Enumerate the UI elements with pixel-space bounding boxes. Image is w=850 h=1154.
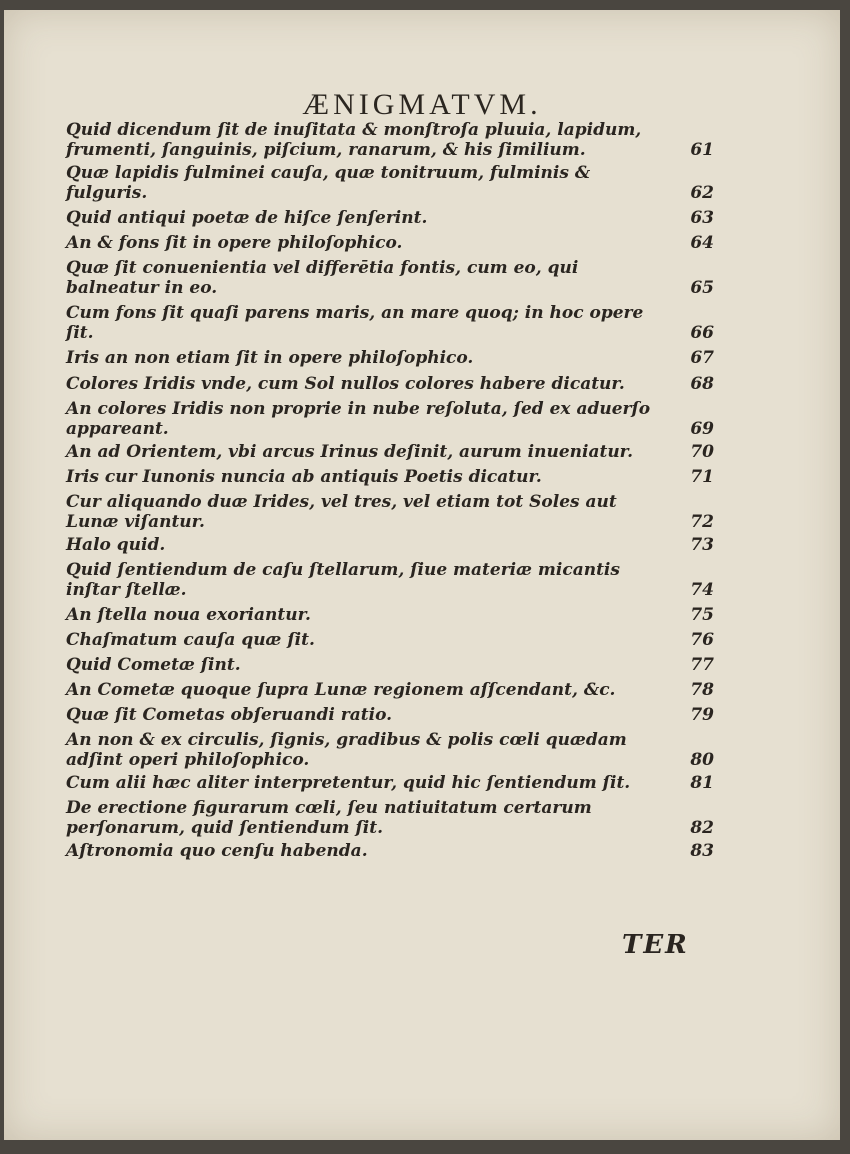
toc-entry-number: 61 (690, 140, 714, 161)
toc-entry-text: Quid Cometæ ſint. (66, 655, 241, 676)
toc-entry-number: 72 (690, 511, 714, 532)
toc-entry-text: Chaſmatum cauſa quæ ſit. (66, 630, 315, 651)
toc-entry (66, 492, 714, 532)
toc-entry-number: 79 (690, 705, 714, 726)
catchword: TER (622, 930, 689, 960)
toc-entry (66, 680, 714, 700)
toc-entry (66, 399, 714, 439)
toc-entry (66, 120, 714, 160)
toc-entry (66, 467, 714, 487)
toc-entry-text: An non & ex circulis, ſignis, gradibus & polis cœli quædam adſint operi philoſophico. (66, 730, 627, 771)
toc-entry-number: 71 (690, 466, 714, 487)
toc-entry (66, 730, 714, 770)
toc-entry (66, 535, 714, 555)
toc-entry (66, 705, 714, 725)
toc-entry-text: Colores Iridis vnde, cum Sol nullos colores habere dicatur. (66, 373, 625, 394)
toc-entry-number: 83 (690, 841, 714, 862)
toc-entry-number: 78 (690, 680, 714, 701)
toc-entry (66, 303, 714, 343)
running-header: ÆNIGMATVM. (302, 88, 542, 121)
toc-entry-number: 69 (690, 418, 714, 439)
toc-entry (66, 163, 714, 203)
toc-entry-number: 63 (690, 208, 714, 229)
toc-entry-text: Iris cur Iunonis nuncia ab antiquis Poetis dicatur. (66, 466, 542, 487)
toc-entry (66, 233, 714, 253)
toc-entry-text: Quæ lapidis fulminei cauſa, quæ tonitruum, fulminis & fulguris. (66, 163, 591, 204)
toc-entry (66, 258, 714, 298)
toc-entry (66, 655, 714, 675)
toc-entry-number: 68 (690, 373, 714, 394)
toc-entry-text: Halo quid. (66, 534, 166, 555)
toc-entry (66, 798, 714, 838)
toc-entry-number: 77 (690, 655, 714, 676)
book-page (4, 10, 840, 1140)
toc-entry-number: 76 (690, 630, 714, 651)
toc-entry-text: Cum alii hæc aliter interpretentur, quid hic ſentiendum ſit. (66, 773, 631, 794)
toc-entry-number: 70 (690, 441, 714, 462)
toc-entry-text: An Cometæ quoque ſupra Lunæ regionem aſſcendant, &c. (66, 680, 616, 701)
toc-entry-text: De erectione figurarum cœli, ſeu natiuitatum certarum perſonarum, quid ſentiendum ſit. (66, 798, 592, 839)
toc-entry-text: Quid dicendum ſit de inuſitata & monſtroſa pluuia, lapidum, frumenti, ſanguinis, piſcium, ranarum, & his ſimilium. (66, 120, 642, 161)
toc-entry-text: Quid ſentiendum de caſu ſtellarum, ſiue materiæ micantis inſtar ſtellæ. (66, 559, 620, 600)
toc-entry (66, 773, 714, 793)
toc-entry-number: 66 (690, 323, 714, 344)
toc-entry (66, 560, 714, 600)
toc-entry-text: Quæ ſit conuenientia vel differētia fontis, cum eo, qui balneatur in eo. (66, 258, 579, 299)
toc-entry-number: 80 (690, 750, 714, 771)
toc-entry-text: An colores Iridis non proprie in nube reſoluta, ſed ex aduerſo appareant. (66, 398, 651, 439)
toc-entry-number: 67 (690, 348, 714, 369)
toc-entry-number: 62 (690, 183, 714, 204)
toc-entry-text: An ſtella noua exoriantur. (66, 604, 311, 625)
toc-entry-text: Quæ ſit Cometas obſeruandi ratio. (66, 705, 393, 726)
toc-entry-number: 65 (690, 278, 714, 299)
toc-entry (66, 348, 714, 368)
toc-entry-text: An ad Orientem, vbi arcus Irinus deſinit, aurum inueniatur. (66, 441, 634, 462)
toc-entry-number: 82 (690, 818, 714, 839)
toc-entry (66, 605, 714, 625)
toc-entry-number: 75 (690, 604, 714, 625)
toc-entry-text: Cur aliquando duæ Irides, vel tres, vel etiam tot Soles aut Lunæ viſantur. (66, 491, 617, 532)
toc-entry-text: Iris an non etiam ſit in opere philoſophico. (66, 348, 474, 369)
toc-entry (66, 374, 714, 394)
toc-entry-number: 74 (690, 579, 714, 600)
toc-entry (66, 841, 714, 861)
toc-entry-text: An & fons ſit in opere philoſophico. (66, 233, 403, 254)
table-of-contents (66, 120, 714, 862)
toc-entry-number: 64 (690, 233, 714, 254)
toc-entry (66, 442, 714, 462)
toc-entry (66, 208, 714, 228)
toc-entry-text: Aſtronomia quo cenſu habenda. (66, 841, 368, 862)
toc-entry-text: Cum fons ſit quaſi parens maris, an mare quoq; in hoc opere ſit. (66, 303, 644, 344)
toc-entry-number: 73 (690, 534, 714, 555)
toc-entry (66, 630, 714, 650)
toc-entry-text: Quid antiqui poetæ de hiſce ſenſerint. (66, 208, 428, 229)
toc-entry-number: 81 (690, 773, 714, 794)
